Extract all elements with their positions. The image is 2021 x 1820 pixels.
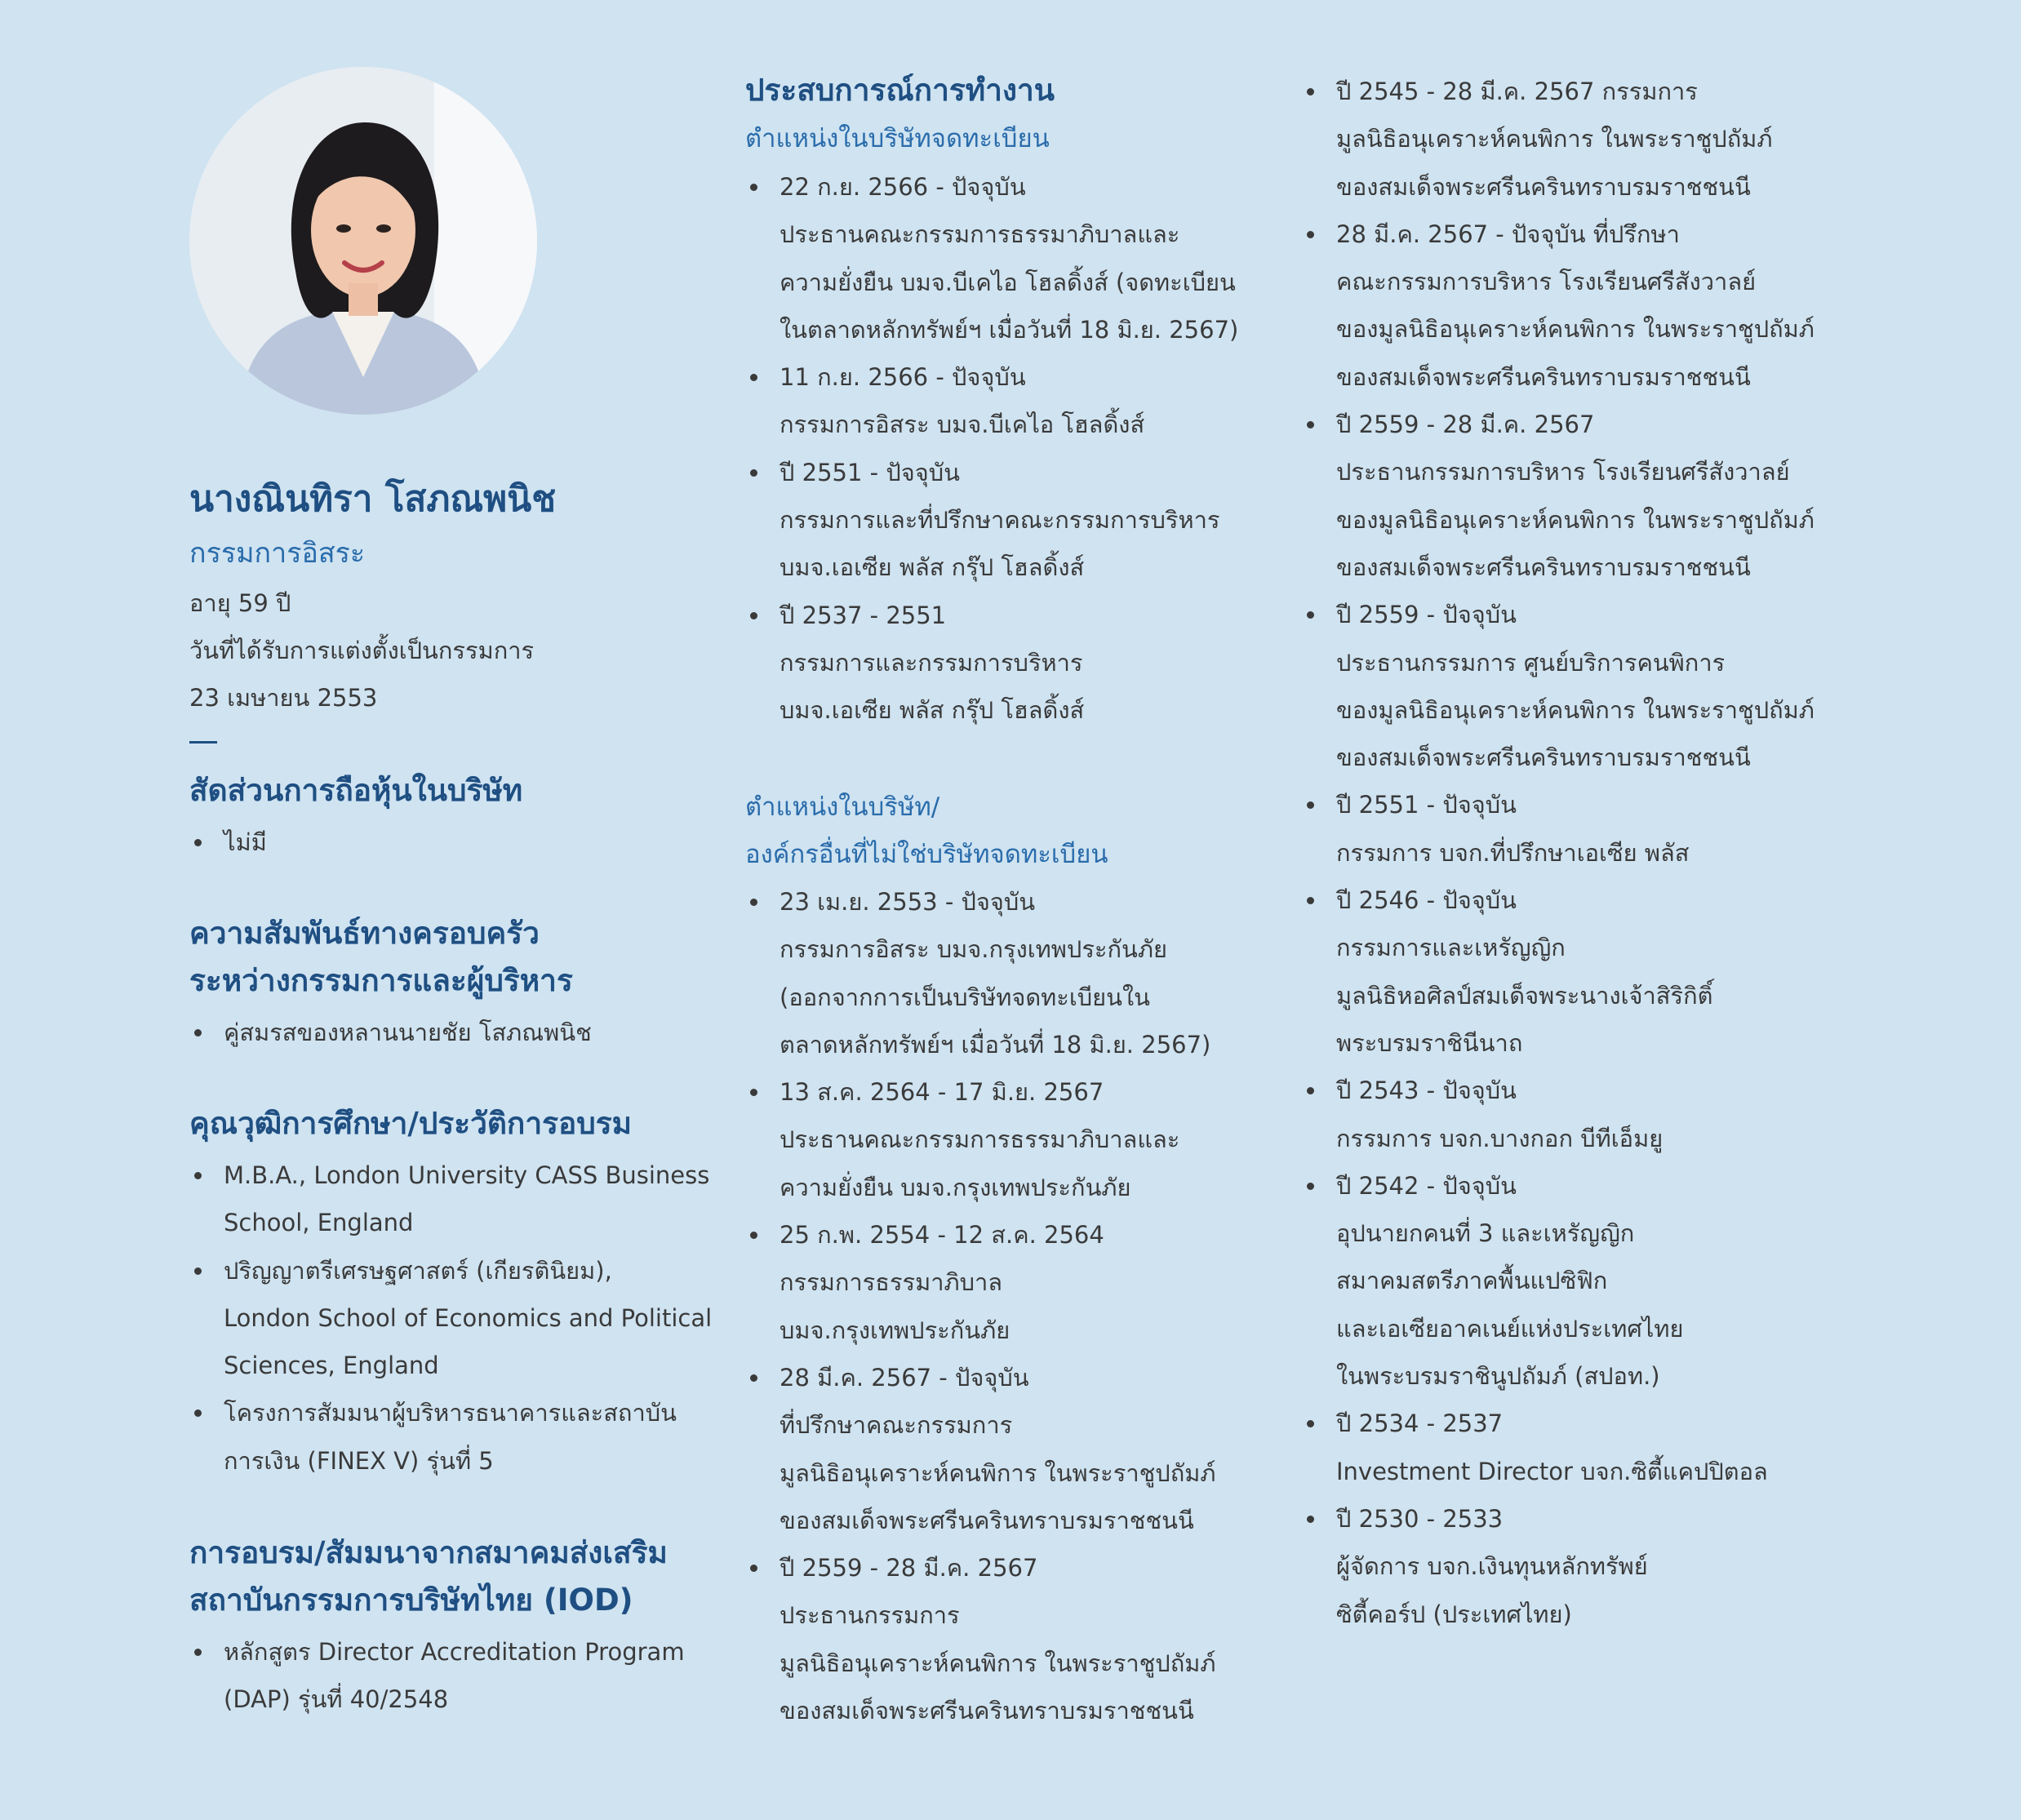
list-item: ปี 2530 - 2533 ผู้จัดการ บจก.เงินทุนหลักทรัพย์ ซิตี้คอร์ป (ประเทศไทย) — [1302, 1495, 1824, 1638]
list-item: ปริญญาตรีเศรษฐศาสตร์ (เกียรตินิยม), London School of Economics and Political Sciences, England — [189, 1247, 712, 1390]
listed-positions-heading: ตำแหน่งในบริษัทจดทะเบียน — [745, 124, 1050, 153]
profile-photo — [189, 67, 537, 415]
list-item: ปี 2537 - 2551 กรรมการและกรรมการบริหาร บมจ.เอเซีย พลัส กรุ๊ป โฮลดิ้งส์ — [745, 592, 1268, 735]
other-positions-heading-2: องค์กรอื่นที่ไม่ใช่บริษัทจดทะเบียน — [745, 840, 1108, 869]
education-list — [189, 1152, 712, 1485]
other-positions-heading: ตำแหน่งในบริษัท/ — [745, 792, 940, 822]
list-item: ปี 2545 - 28 มี.ค. 2567 กรรมการ มูลนิธิอนุเคราะห์คนพิการ ในพระราชูปถัมภ์ ของสมเด็จพระศรีนครินทราบรมราชชนนี — [1302, 68, 1824, 211]
other-positions-list — [745, 878, 1268, 1734]
education-heading: คุณวุฒิการศึกษา/ประวัติการอบรม — [189, 1106, 632, 1141]
listed-positions-list — [745, 163, 1268, 735]
list-item: 22 ก.ย. 2566 - ปัจจุบัน ประธานคณะกรรมการธรรมาภิบาลและ ความยั่งยืน บมจ.บีเคไอ โฮลดิ้งส์ (จดทะเบียน ในตลาดหลักทรัพย์ฯ เมื่อวันที่ 18 มิ.ย. 2567) — [745, 163, 1268, 353]
list-item: ไม่มี — [189, 819, 712, 866]
list-item: ปี 2546 - ปัจจุบัน กรรมการและเหรัญญิก มูลนิธิหอศิลป์สมเด็จพระนางเจ้าสิริกิติ์ พระบรมราชินีนาถ — [1302, 877, 1824, 1067]
list-item: 28 มี.ค. 2567 - ปัจจุบัน ที่ปรึกษา คณะกรรมการบริหาร โรงเรียนศรีสังวาลย์ ของมูลนิธิอนุเคราะห์คนพิการ ในพระราชูปถัมภ์ ของสมเด็จพระศรีนครินทราบรมราชชนนี — [1302, 211, 1824, 401]
list-item: 13 ส.ค. 2564 - 17 มิ.ย. 2567 ประธานคณะกรรมการธรรมาภิบาลและ ความยั่งยืน บมจ.กรุงเทพประกันภัย — [745, 1068, 1268, 1211]
iod-heading: การอบรม/สัมมนาจากสมาคมส่งเสริม — [189, 1535, 668, 1570]
list-item: ปี 2559 - 28 มี.ค. 2567 ประธานกรรมการบริหาร โรงเรียนศรีสังวาลย์ ของมูลนิธิอนุเคราะห์คนพิการ ในพระราชูปถัมภ์ ของสมเด็จพระศรีนครินทราบรมราชชนนี — [1302, 401, 1824, 591]
list-item: คู่สมรสของหลานนายชัย โสภณพนิช — [189, 1009, 712, 1056]
family-heading: ความสัมพันธ์ทางครอบครัว — [189, 916, 540, 951]
person-name: นางณินทิรา โสภณพนิช — [189, 478, 557, 520]
list-item: 23 เม.ย. 2553 - ปัจจุบัน กรรมการอิสระ บมจ.กรุงเทพประกันภัย (ออกจากการเป็นบริษัทจดทะเบียนใน ตลาดหลักทรัพย์ฯ เมื่อวันที่ 18 มิ.ย. 2567) — [745, 878, 1268, 1068]
shareholding-heading: สัดส่วนการถือหุ้นในบริษัท — [189, 773, 523, 808]
appointed-date: 23 เมษายน 2553 — [189, 684, 378, 712]
list-item: หลักสูตร Director Accreditation Program (DAP) รุ่นที่ 40/2548 — [189, 1628, 712, 1724]
experience-heading: ประสบการณ์การทำงาน — [745, 73, 1055, 108]
list-item: 11 ก.ย. 2566 - ปัจจุบัน กรรมการอิสระ บมจ.บีเคไอ โฮลดิ้งส์ — [745, 353, 1268, 449]
list-item: 25 ก.พ. 2554 - 12 ส.ค. 2564 กรรมการธรรมาภิบาล บมจ.กรุงเทพประกันภัย — [745, 1211, 1268, 1354]
portrait-illustration — [189, 67, 537, 415]
iod-list — [189, 1628, 712, 1724]
person-role: กรรมการอิสระ — [189, 537, 366, 570]
list-item: ปี 2551 - ปัจจุบัน กรรมการ บจก.ที่ปรึกษาเอเซีย พลัส — [1302, 781, 1824, 877]
shareholding-list — [189, 819, 712, 866]
list-item: โครงการสัมมนาผู้บริหารธนาคารและสถาบัน การเงิน (FINEX V) รุ่นที่ 5 — [189, 1389, 712, 1485]
list-item: ปี 2534 - 2537 Investment Director บจก.ซิตี้แคปปิตอล — [1302, 1400, 1824, 1495]
list-item: M.B.A., London University CASS Business School, England — [189, 1152, 712, 1247]
list-item: 28 มี.ค. 2567 - ปัจจุบัน ที่ปรึกษาคณะกรรมการ มูลนิธิอนุเคราะห์คนพิการ ในพระราชูปถัมภ์ ของสมเด็จพระศรีนครินทราบรมราชชนนี — [745, 1354, 1268, 1544]
list-item: ปี 2543 - ปัจจุบัน กรรมการ บจก.บางกอก บีทีเอ็มยู — [1302, 1067, 1824, 1162]
list-item: ปี 2551 - ปัจจุบัน กรรมการและที่ปรึกษาคณะกรรมการบริหาร บมจ.เอเซีย พลัส กรุ๊ป โฮลดิ้งส์ — [745, 449, 1268, 592]
person-age: อายุ 59 ปี — [189, 589, 291, 617]
section-divider — [189, 741, 217, 744]
family-list — [189, 1009, 712, 1056]
other-positions-list-continued — [1302, 68, 1824, 1638]
family-heading-2: ระหว่างกรรมการและผู้บริหาร — [189, 963, 573, 998]
iod-heading-2: สถาบันกรรมการบริษัทไทย (IOD) — [189, 1583, 633, 1618]
list-item: ปี 2559 - ปัจจุบัน ประธานกรรมการ ศูนย์บริการคนพิการ ของมูลนิธิอนุเคราะห์คนพิการ ในพระราชูปถัมภ์ ของสมเด็จพระศรีนครินทราบรมราชชนนี — [1302, 591, 1824, 781]
list-item: ปี 2559 - 28 มี.ค. 2567 ประธานกรรมการ มูลนิธิอนุเคราะห์คนพิการ ในพระราชูปถัมภ์ ของสมเด็จพระศรีนครินทราบรมราชชนนี — [745, 1544, 1268, 1734]
appointed-label: วันที่ได้รับการแต่งตั้งเป็นกรรมการ — [189, 637, 535, 664]
list-item: ปี 2542 - ปัจจุบัน อุปนายกคนที่ 3 และเหรัญญิก สมาคมสตรีภาคพื้นแปซิฟิก และเอเซียอาคเนย์แห่งประเทศไทย ในพระบรมราชินูปถัมภ์ (สปอท.) — [1302, 1162, 1824, 1400]
